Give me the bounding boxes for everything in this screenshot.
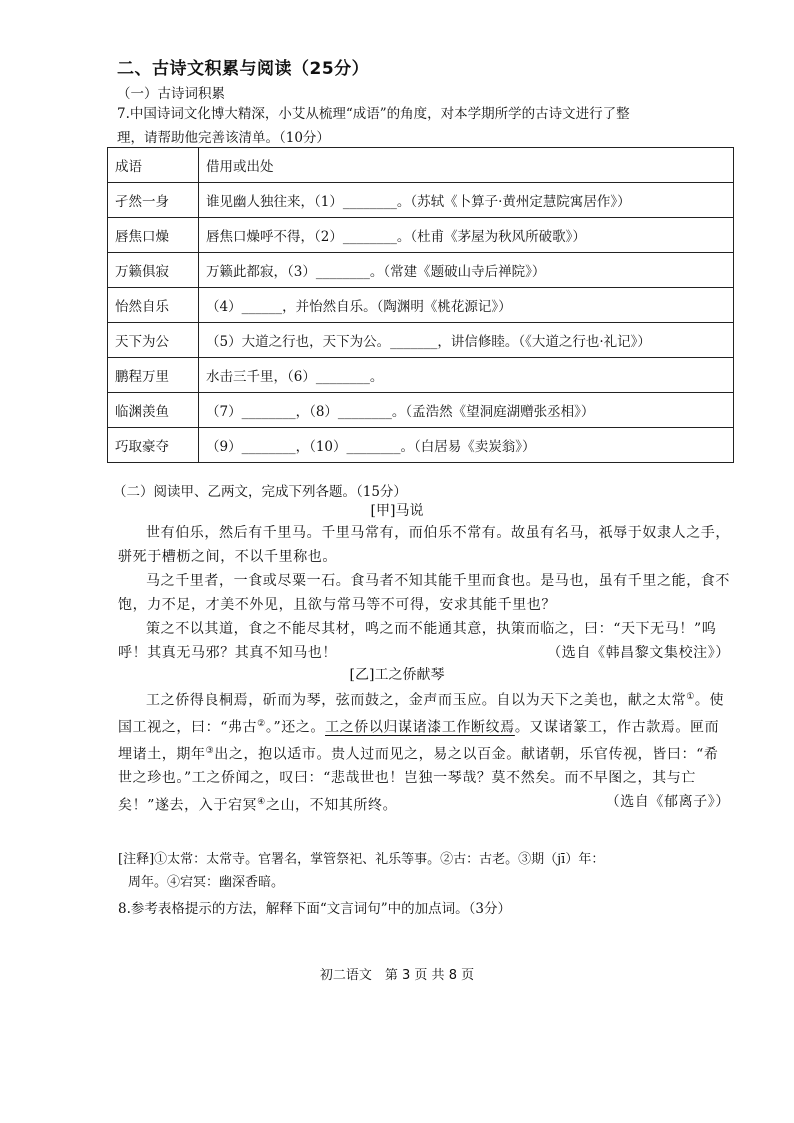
annotation-line-2: 周年。④宕冥：幽深香暗。 [128, 875, 285, 890]
table-row [108, 183, 734, 218]
idiom-cell: 万籁俱寂 [108, 253, 199, 288]
idiom-cell: 天下为公 [108, 323, 199, 358]
idiom-cell: 巧取豪夺 [108, 428, 199, 463]
yi-text-f: 之山，不知其所终。 [265, 797, 398, 814]
source-cell: 谁见幽人独往来，（1）________。（苏轼《卜算子·黄州定慧院寓居作》） [199, 183, 734, 218]
table-row [108, 393, 734, 428]
jia-paragraph-1-text: 世有伯乐，然后有千里马。千里马常有，而伯乐不常有。故虽有名马，祇辱于奴隶人之手，骈死于槽枥之间，不以千里称也。 [118, 525, 730, 565]
idiom-cell: 唇焦口燥 [108, 218, 199, 253]
page-footer: 初二语文 第 3 页 共 8 页 [319, 968, 475, 983]
yi-text-e: 出之，抱以适市。贵人过而见之，易之以百金。献诸朝，乐官传视，皆曰：“希世之珍也。”工之侨闻之，叹曰：“悲哉世也！岂独一琴哉？莫不然矣。而不早图之，其与亡矣！”遂去，入于宕冥 [118, 746, 719, 814]
source-cell: （5）大道之行也，天下为公。_______，讲信修睦。（《大道之行也·礼记》） [199, 323, 734, 358]
footnote-marker-3: ③ [205, 746, 215, 757]
table-row [108, 428, 734, 463]
header-source: 借用或出处 [199, 148, 734, 183]
source-cell: 唇焦口燥呼不得，（2）________。（杜甫《茅屋为秋风所破歌》） [199, 218, 734, 253]
footnote-marker-4: ④ [257, 796, 266, 807]
idiom-cell: 鹏程万里 [108, 358, 199, 393]
footnote-marker-1: ① [686, 692, 695, 702]
jia-paragraph-1 [118, 522, 730, 569]
yi-source: （选自《郁离子》） [605, 793, 730, 810]
source-cell: 万籁此都寂，（3）________。（常建《题破山寺后禅院》） [199, 253, 734, 288]
idiom-table [107, 147, 734, 463]
table-row [108, 218, 734, 253]
annotations [118, 848, 730, 894]
underlined-sentence: 工之侨以归谋诸漆工作断纹焉 [325, 719, 515, 736]
yi-paragraph [118, 686, 730, 818]
question-8: 8.参考表格提示的方法，解释下面“文言词句”中的加点词。（3分） [118, 901, 512, 917]
question-7-line1: 7.中国诗词文化博大精深，小艾从梳理“成语”的角度，对本学期所学的古诗文进行了整 [117, 106, 630, 122]
footnote-marker-2: ② [257, 719, 266, 730]
table-row [108, 253, 734, 288]
yi-text-b: 。使国工视之，曰：“弗古 [118, 692, 725, 736]
source-cell: （7）________，（8）________。（孟浩然《望洞庭湖赠张丞相》） [199, 393, 734, 428]
yi-text-d: 。又谋诸篆工，作古款焉。匣而埋诸土，期年 [118, 719, 720, 763]
table-row [108, 323, 734, 358]
source-cell: （9）________，（10）________。（白居易《卖炭翁》） [199, 428, 734, 463]
jia-paragraph-2-text: 马之千里者，一食或尽粟一石。食马者不知其能千里而食也。是马也，虽有千里之能，食不饱，力不足，才美不外见，且欲与常马等不可得，安求其能千里也？ [118, 573, 730, 613]
idiom-cell: 怡然自乐 [108, 288, 199, 323]
subsection-poetry: （一）古诗词积累 [117, 86, 225, 102]
section-title: 二、古诗文积累与阅读（25分） [117, 59, 370, 79]
table-row [108, 288, 734, 323]
text-yi-title: [乙]工之侨献琴 [349, 667, 445, 683]
jia-paragraph-3-text: 策之不以其道，食之不能尽其材，鸣之而不能通其意，执策而临之，曰：“天下无马！”呜呼！其真无马邪？其真不知马也！ [118, 621, 717, 661]
table-row [108, 358, 734, 393]
jia-paragraph-2 [118, 570, 730, 617]
source-cell: （4）______，并怡然自乐。（陶渊明《桃花源记》） [199, 288, 734, 323]
annotation-line-1: [注释]①太常：太常寺。官署名，掌管祭祀、礼乐等事。②古：古老。③期（jī）年： [118, 852, 605, 867]
source-cell: 水击三千里，（6）________。 [199, 358, 734, 393]
question-7-line2: 理，请帮助他完善该清单。（10分） [117, 130, 330, 146]
yi-text-a: 工之侨得良桐焉，斫而为琴，弦而鼓之，金声而玉应。自以为天下之美也，献之太常 [146, 692, 687, 709]
table-header-row [108, 148, 734, 183]
idiom-cell: 临渊羡鱼 [108, 393, 199, 428]
yi-text-c: 。”还之。 [265, 719, 326, 736]
reading-intro: （二）阅读甲、乙两文，完成下列各题。（15分） [113, 484, 407, 500]
idiom-cell: 孑然一身 [108, 183, 199, 218]
text-jia-title: [甲]马说 [370, 503, 424, 519]
jia-source: （选自《韩昌黎文集校注》） [547, 644, 730, 661]
header-idiom: 成语 [108, 148, 199, 183]
jia-paragraph-3 [118, 618, 730, 665]
